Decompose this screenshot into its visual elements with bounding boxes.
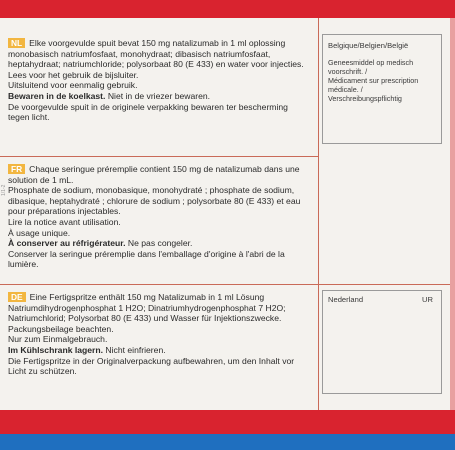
fr-storage-bold: À conserver au réfrigérateur. [8,238,126,249]
fr-content-text: Chaque seringue préremplie contient 150 mg de natalizumab dans une solution de 1 mL. [8,164,300,185]
belgium-legal-box [322,34,442,144]
de-storage [8,345,310,356]
nl-content-line [8,38,310,49]
fr-storage [8,238,310,249]
section-fr [8,164,310,270]
nl-light-protection: De voorgevulde spuit in de originele verpakking bewaren ter bescherming tegen licht. [8,101,288,123]
netherlands-legal-box [322,290,442,394]
de-leaflet-note: Packungsbeilage beachten. [8,323,114,334]
belgium-country-label: Belgique/Belgien/België [328,41,409,50]
language-code-fr: FR [8,164,25,174]
nl-content-text: Elke voorgevulde spuit bevat 150 mg natalizumab in 1 ml oplossing [29,38,286,48]
bottom-color-band [0,410,455,450]
section-divider [0,284,450,285]
belgium-prescription-fr: Médicament sur prescription médicale. / [328,76,419,94]
fr-excipients: Phosphate de sodium, monobasique, monohydraté ; phosphate de sodium, dibasique, heptahydraté ; chlorure de sodium ; polysorbate 80 (E 433) et eau pour préparations injectables. [8,185,301,217]
section-nl [8,38,310,123]
de-excipients: Natriumdihydrogenphosphat 1 H2O; Dinatriumhydrogenphosphat 7 H2O; Natriumchlorid; Polysorbat 80 (E 433) und Wasser für Injektionszwecke. [8,302,286,324]
nl-storage-rest: Niet in de vriezer bewaren. [105,90,211,101]
fr-storage-rest: Ne pas congeler. [125,238,193,249]
fr-light-protection: Conserver la seringue préremplie dans l'emballage d'origine à l'abri de la lumière. [8,248,285,270]
nl-single-use: Uitsluitend voor eenmalig gebruik. [8,80,138,91]
de-single-use: Nur zum Einmalgebrauch. [8,334,108,345]
de-content-text: Eine Fertigspritze enthält 150 mg Natalizumab in 1 ml Lösung [29,292,265,302]
fr-content-line [8,164,310,185]
fr-leaflet-note: Lire la notice avant utilisation. [8,216,121,227]
belgium-prescription-nl: Geneesmiddel op medisch voorschrift. / [328,58,414,76]
section-de [8,292,310,377]
language-code-nl: NL [8,38,25,48]
language-code-de: DE [8,292,26,302]
netherlands-country-label: Nederland [328,295,364,304]
nl-excipients: monobasisch natriumfosfaat, monohydraat; dibasisch natriumfosfaat, heptahydraat; natriumchloride; polysorbaat 80 (E 433) en water voor injecties. [8,48,304,70]
bottom-blue-stripe [0,434,455,450]
de-content-line [8,292,310,303]
nl-storage-bold: Bewaren in de koelkast. [8,90,106,101]
de-light-protection: Die Fertigspritze in der Originalverpackung aufbewahren, um den Inhalt vor Licht zu schützen. [8,355,295,377]
nl-storage [8,91,310,102]
de-storage-rest: Nicht einfrieren. [103,344,166,355]
fr-single-use: À usage unique. [8,227,71,238]
top-color-band [0,0,455,18]
nl-leaflet-note: Lees voor het gebruik de bijsluiter. [8,69,139,80]
belgium-prescription-de: Verschreibungspflichtig [328,94,402,103]
side-print-mark: 1/1-2 [1,184,7,196]
column-divider [318,18,319,410]
de-storage-bold: Im Kühlschrank lagern. [8,344,104,355]
netherlands-ur-code: UR [422,295,433,304]
section-divider [0,156,318,157]
carton-panel [0,18,450,410]
